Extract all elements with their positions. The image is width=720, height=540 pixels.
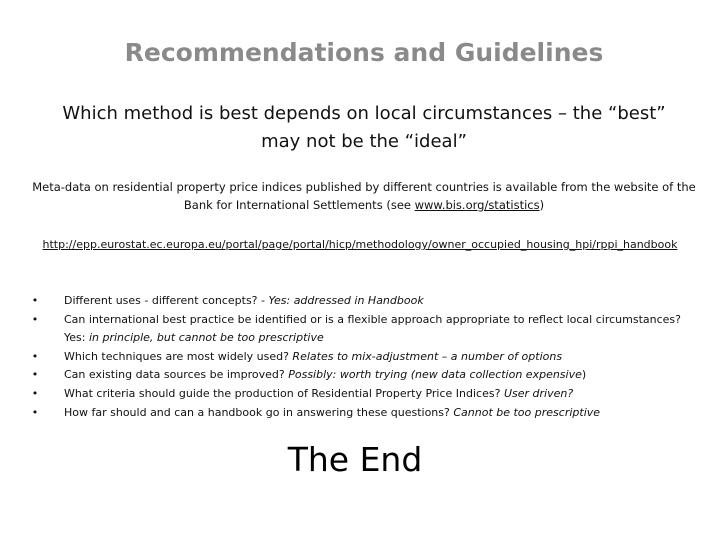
list-item bbox=[30, 385, 690, 404]
bullet-answer: Yes: addressed in Handbook bbox=[268, 294, 424, 307]
list-item bbox=[30, 404, 690, 423]
metadata-text: Meta-data on residential property price indices published by different countries is available from the website of the Bank for International Settlements (see bbox=[32, 180, 696, 212]
bullet-answer: Relates to mix-adjustment – a number of options bbox=[292, 349, 563, 363]
bullet-question: Can existing data sources be improved? bbox=[64, 368, 289, 382]
bullet-icon: • bbox=[31, 368, 39, 382]
list-item bbox=[30, 311, 690, 348]
list-item bbox=[30, 366, 690, 385]
list-item bbox=[30, 348, 690, 367]
the-end-heading: The End bbox=[287, 440, 423, 479]
bullet-icon: • bbox=[31, 312, 39, 326]
bullet-question: Different uses - different concepts? - bbox=[64, 294, 269, 307]
bullet-answer: Possibly: worth trying (new data collection expensive bbox=[288, 368, 582, 382]
bullet-question: What criteria should guide the production of Residential Property Price Indices? bbox=[64, 386, 504, 400]
bullet-question: Can international best practice be identified or is a flexible approach appropriate to reflect local circumstances? Yes: bbox=[64, 312, 681, 345]
bullet-icon: • bbox=[31, 294, 39, 307]
bullet-question: How far should and can a handbook go in answering these questions? bbox=[64, 405, 454, 419]
slide-subtitle: Which method is best depends on local circumstances – the “best” may not be the “ideal” bbox=[62, 103, 666, 152]
list-item bbox=[30, 292, 690, 311]
bullet-question: Which techniques are most widely used? bbox=[64, 349, 293, 363]
bis-link[interactable]: www.bis.org/statistics bbox=[414, 198, 540, 212]
bullet-icon: • bbox=[31, 405, 39, 419]
bullet-answer: Cannot be too prescriptive bbox=[453, 405, 601, 419]
metadata-paragraph bbox=[30, 178, 698, 214]
slide-title: Recommendations and Guidelines bbox=[124, 38, 604, 67]
metadata-close: ) bbox=[539, 198, 545, 212]
bullet-icon: • bbox=[31, 386, 39, 400]
bullet-icon: • bbox=[31, 349, 39, 363]
bullet-tail: ) bbox=[581, 368, 587, 382]
bullet-answer: User driven? bbox=[503, 386, 574, 400]
eurostat-link[interactable]: http://epp.eurostat.ec.europa.eu/portal/page/portal/hicp/methodology/owner_occupied_housing_hpi/rppi_handbook bbox=[42, 238, 678, 251]
bullet-answer: in principle, but cannot be too prescriptive bbox=[88, 331, 324, 345]
bullet-list bbox=[30, 292, 690, 422]
